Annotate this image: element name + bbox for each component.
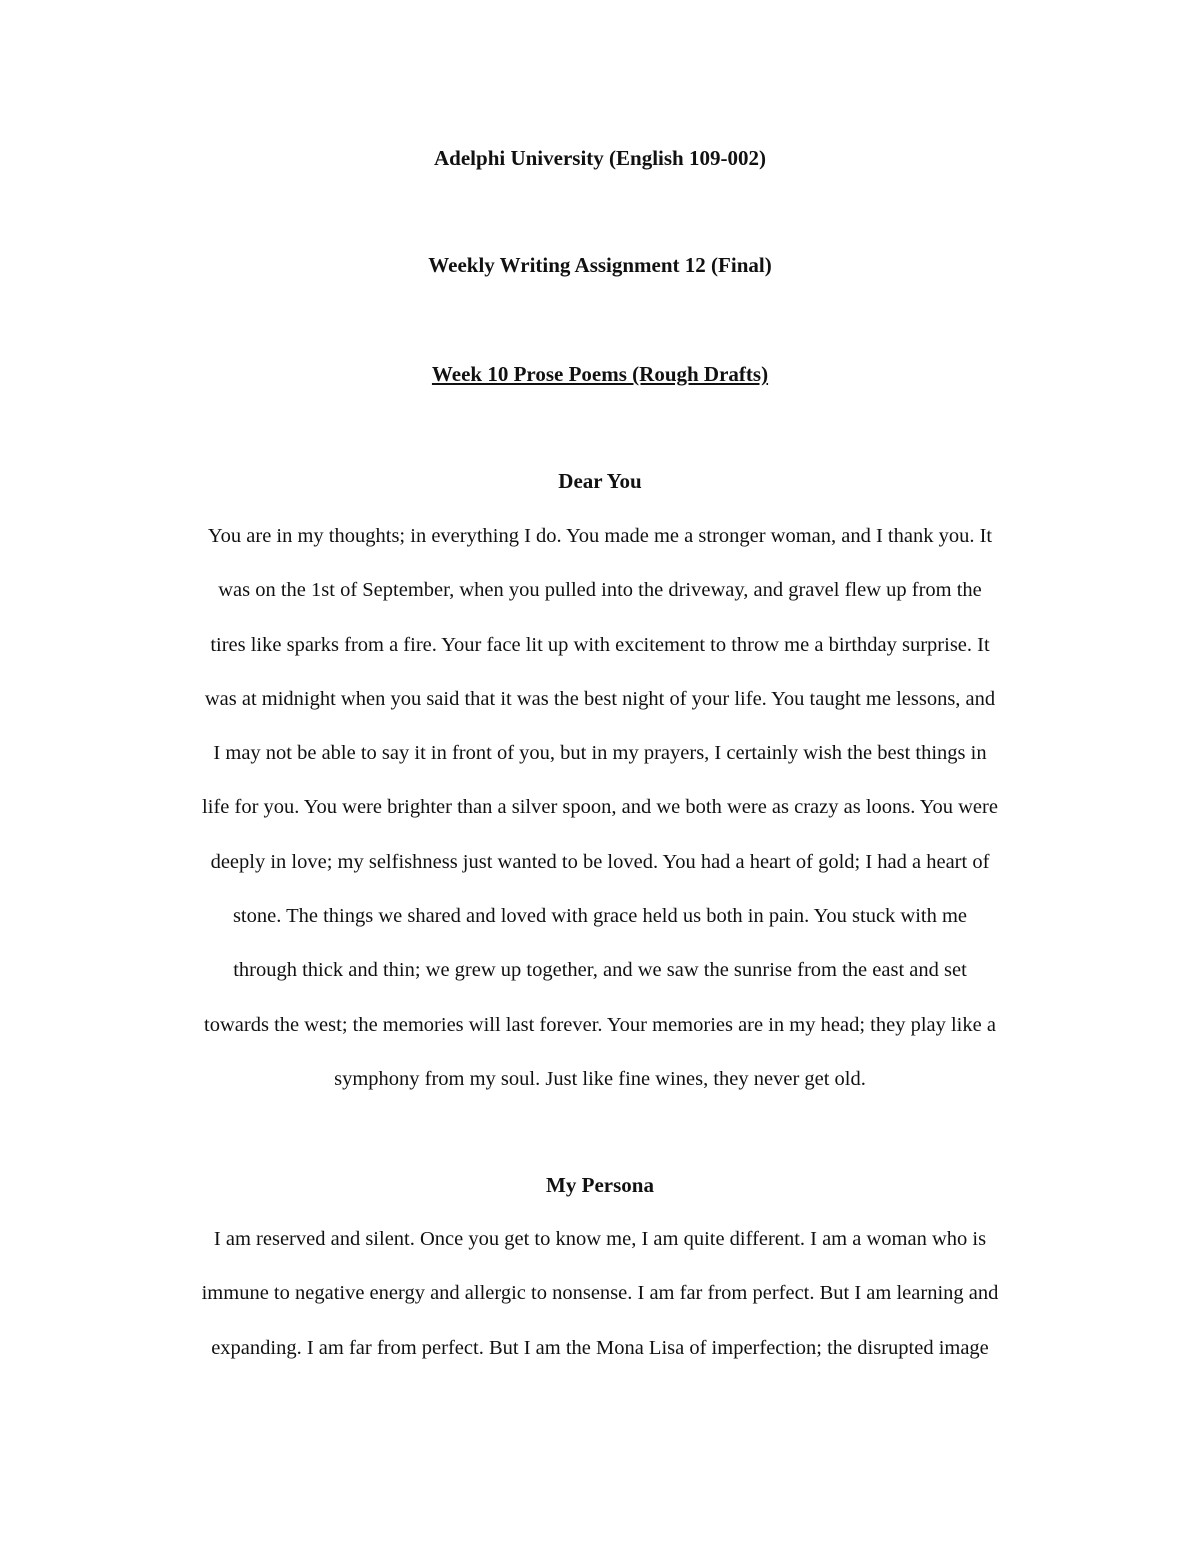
poem-line: tires like sparks from a fire. Your face lit up with excitement to throw me a birthday surprise. It xyxy=(210,633,990,656)
poem-line: symphony from my soul. Just like fine wines, they never get old. xyxy=(334,1067,866,1090)
poem-line: immune to negative energy and allergic to nonsense. I am far from perfect. But I am learning and xyxy=(201,1282,999,1305)
university-heading: Adelphi University (English 109-002) xyxy=(434,146,766,170)
assignment-heading: Weekly Writing Assignment 12 (Final) xyxy=(428,253,772,277)
poem-line: through thick and thin; we grew up together, and we saw the sunrise from the east and set xyxy=(233,959,967,982)
poem-line: I am reserved and silent. Once you get to know me, I am quite different. I am a woman who is xyxy=(213,1228,987,1250)
section-heading: Week 10 Prose Poems (Rough Drafts) xyxy=(431,362,769,386)
poem-body-dear-you xyxy=(140,524,1060,1121)
poem-title-dear-you: Dear You xyxy=(558,469,642,493)
poem-line: towards the west; the memories will last forever. Your memories are in my head; they play like a xyxy=(204,1013,996,1036)
poem-line: I may not be able to say it in front of you, but in my prayers, I certainly wish the best things in xyxy=(213,742,987,765)
poem-line: deeply in love; my selfishness just wanted to be loved. You had a heart of gold; I had a heart of xyxy=(210,850,990,873)
poem-line: expanding. I am far from perfect. But I am the Mona Lisa of imperfection; the disrupted image xyxy=(211,1336,989,1359)
poem-line: was on the 1st of September, when you pulled into the driveway, and gravel flew up from the xyxy=(218,579,982,602)
poem-line: stone. The things we shared and loved with grace held us both in pain. You stuck with me xyxy=(232,905,968,928)
poem-body-my-persona xyxy=(140,1227,1060,1390)
poem-line: life for you. You were brighter than a silver spoon, and we both were as crazy as loons. You were xyxy=(202,796,998,819)
poem-line: You are in my thoughts; in everything I do. You made me a stronger woman, and I thank you. It xyxy=(207,525,993,547)
poem-title-my-persona: My Persona xyxy=(546,1173,654,1197)
poem-line: was at midnight when you said that it was the best night of your life. You taught me lessons, and xyxy=(204,687,996,710)
